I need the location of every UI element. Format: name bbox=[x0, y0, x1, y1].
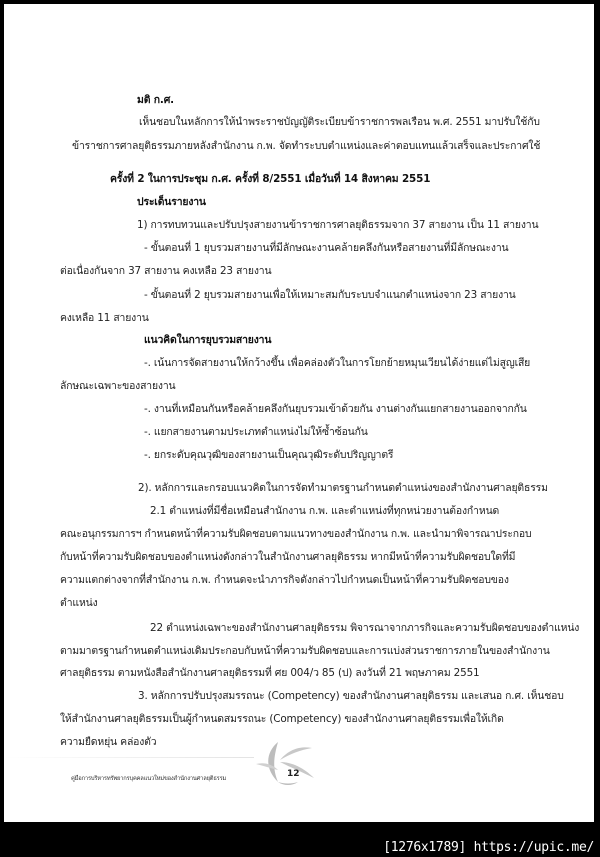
step-1-line-2: ต่อเนื่องกันจาก 37 สายงาน คงเหลือ 23 สายงาน bbox=[60, 265, 272, 277]
item-2-1-line-2: คณะอนุกรรมการฯ กำหนดหน้าที่ความรับผิดชอบตามแนวทางของสำนักงาน ก.พ. และนำมาพิจารณาประกอบ bbox=[60, 528, 532, 540]
document-page bbox=[4, 4, 594, 822]
report-heading: ประเด็นรายงาน bbox=[137, 196, 206, 208]
item-3-line-1: 3. หลักการปรับปรุงสมรรถนะ (Competency) ของสำนักงานศาลยุติธรรม และเสนอ ก.ศ. เห็นชอบ bbox=[138, 690, 564, 702]
item-2-1-line-4: ความแตกต่างจากที่สำนักงาน ก.พ. กำหนดจะนำภารกิจดังกล่าวไปกำหนดเป็นหน้าที่ความรับผิดชอบของ bbox=[60, 574, 509, 586]
step-2-line-2: คงเหลือ 11 สายงาน bbox=[60, 312, 149, 324]
item-2: 2). หลักการและกรอบแนวคิดในการจัดทำมาตรฐานกำหนดตำแหน่งของสำนักงานศาลยุติธรรม bbox=[138, 482, 548, 494]
item-2-1-line-1: 2.1 ตำแหน่งที่มีชื่อเหมือนสำนักงาน ก.พ. และตำแหน่งที่ทุกหน่วยงานต้องกำหนด bbox=[150, 505, 500, 517]
concept-1-line-1: -. เน้นการจัดสายงานให้กว้างขึ้น เพื่อคล่องตัวในการโยกย้ายหมุนเวียนได้ง่ายแต่ไม่สูญเสีย bbox=[144, 357, 531, 369]
concept-1-line-2: ลักษณะเฉพาะของสายงาน bbox=[60, 380, 176, 392]
footer-divider bbox=[4, 757, 254, 758]
item-2-1-line-5: ตำแหน่ง bbox=[60, 597, 98, 609]
footer-title: คู่มือการบริหารทรัพยากรบุคคลแนวใหม่ของสำนักงานศาลยุติธรรม bbox=[71, 776, 227, 782]
item-2-2-line-1: 22 ตำแหน่งเฉพาะของสำนักงานศาลยุติธรรม พิจารณาจากภารกิจและความรับผิดชอบของตำแหน่ง bbox=[150, 622, 580, 634]
step-2-line-1: - ขั้นตอนที่ 2 ยุบรวมสายงานเพื่อให้เหมาะสมกับระบบจำแนกตำแหน่งจาก 23 สายงาน bbox=[144, 289, 516, 301]
item-1: 1) การทบทวนและปรับปรุงสายงานข้าราชการศาลยุติธรรมจาก 37 สายงาน เป็น 11 สายงาน bbox=[137, 219, 539, 231]
concept-3: -. แยกสายงานตามประเภทตำแหน่งไม่ให้ซ้ำซ้อนกัน bbox=[144, 426, 368, 438]
item-2-2-line-3: ศาลยุติธรรม ตามหนังสือสำนักงานศาลยุติธรรมที่ ศย 004/ว 85 (ป) ลงวันที่ 21 พฤษภาคม 2551 bbox=[60, 667, 480, 679]
item-3-line-2: ให้สำนักงานศาลยุติธรรมเป็นผู้กำหนดสมรรถนะ (Competency) ของสำนักงานศาลยุติธรรมเพื่อให้เกิด bbox=[60, 713, 504, 725]
step-1-line-1: - ขั้นตอนที่ 1 ยุบรวมสายงานที่มีลักษณะงานคล้ายคลึงกันหรือสายงานที่มีลักษณะงาน bbox=[144, 242, 509, 254]
swirl-logo-icon bbox=[256, 738, 316, 788]
concept-4: -. ยกระดับคุณวุฒิของสายงานเป็นคุณวุฒิระดับปริญญาตรี bbox=[144, 449, 394, 461]
item-2-2-line-2: ตามมาตรฐานกำหนดตำแหน่งเดิมประกอบกับหน้าที่ความรับผิดชอบและการแบ่งส่วนราชการภายในของสำนักงาน bbox=[60, 645, 550, 657]
page-number: 12 bbox=[287, 769, 300, 779]
item-2-1-line-3: กับหน้าที่ความรับผิดชอบของตำแหน่งดังกล่าวในสำนักงานศาลยุติธรรม หากมีหน้าที่ความรับผิดชอบใดที่มี bbox=[60, 551, 516, 563]
resolution-line-2: ข้าราชการศาลยุติธรรมภายหลังสำนักงาน ก.พ. จัดทำระบบตำแหน่งและค่าตอบแทนแล้วเสร็จและประกาศใช้ bbox=[72, 140, 541, 152]
item-3-line-3: ความยืดหยุ่น คล่องตัว bbox=[60, 736, 157, 748]
resolution-line-1: เห็นชอบในหลักการให้นำพระราชบัญญัติระเบียบข้าราชการพลเรือน พ.ศ. 2551 มาปรับใช้กับ bbox=[139, 116, 540, 128]
concept-heading: แนวคิดในการยุบรวมสายงาน bbox=[144, 334, 272, 346]
resolution-heading: มติ ก.ศ. bbox=[137, 94, 174, 106]
concept-2: -. งานที่เหมือนกันหรือคล้ายคลึงกันยุบรวมเข้าด้วยกัน งานต่างกันแยกสายงานออกจากกัน bbox=[144, 403, 527, 415]
image-watermark: [1276x1789] https://upic.me/ bbox=[383, 840, 594, 855]
meeting-heading: ครั้งที่ 2 ในการประชุม ก.ศ. ครั้งที่ 8/2551 เมื่อวันที่ 14 สิงหาคม 2551 bbox=[110, 173, 431, 185]
